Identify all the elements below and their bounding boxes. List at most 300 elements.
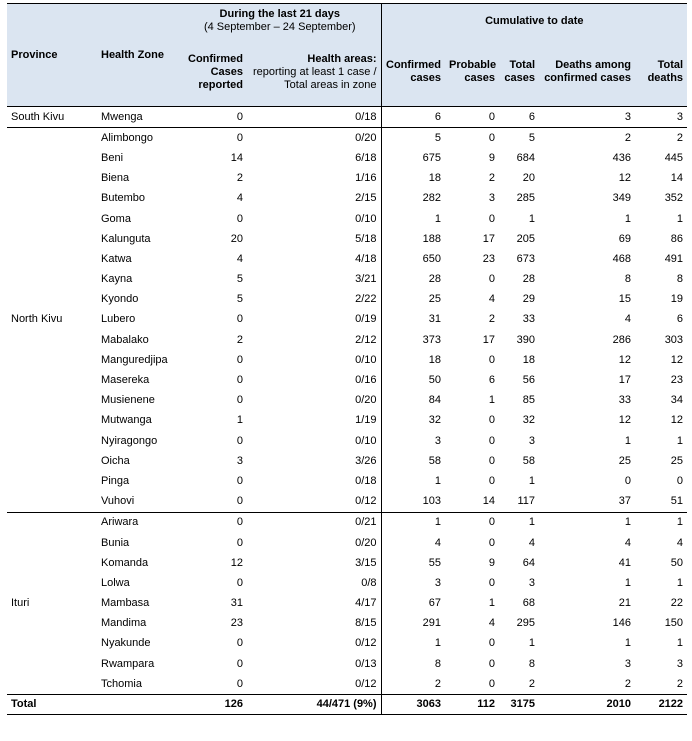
total-deaths-cell: 8 [676, 273, 684, 286]
health-zone-cell: Goma [101, 212, 131, 225]
confirmed-reported-cell: 0 [236, 637, 243, 650]
total-cases-cell: 8 [528, 657, 536, 670]
table-row [7, 209, 687, 229]
table-row [7, 533, 687, 553]
deaths-confirmed-cell: 1 [539, 512, 635, 533]
province-cell [7, 614, 97, 634]
total-cases-cell: 5 [499, 128, 539, 149]
confirmed-reported-cell: 5 [236, 293, 243, 306]
total-deaths-cell: 303 [664, 333, 684, 346]
health-areas-cell: 1/16 [355, 172, 377, 185]
health-zone-cell: Komanda [101, 556, 149, 569]
col-total-cases-header: Total cases [499, 38, 539, 107]
health-zone-cell: Pinga [101, 474, 130, 487]
case-table-container [7, 3, 687, 715]
probable-cases-cell: 0 [488, 474, 496, 487]
health-areas-cell: 0/8 [361, 576, 377, 589]
confirmed-reported-cell: 0 [179, 128, 247, 149]
confirmed-cases-cell: 4 [381, 533, 445, 553]
deaths-confirmed-cell: 2 [624, 677, 632, 690]
total-confirmed-reported-cell: 126 [179, 695, 247, 715]
health-areas-cell: 8/15 [355, 617, 377, 630]
confirmed-cases-cell: 103 [381, 492, 445, 513]
total-confirmed-cases-cell: 3063 [381, 695, 445, 715]
health-areas-cell: 0/10 [355, 353, 377, 366]
confirmed-cases-cell: 373 [381, 330, 445, 350]
health-zone-cell: Nyiragongo [101, 434, 158, 447]
probable-cases-cell: 0 [488, 677, 496, 690]
confirmed-reported-cell: 3 [236, 454, 243, 467]
total-deaths-cell: 14 [670, 172, 684, 185]
confirmed-cases-cell: 5 [381, 128, 445, 149]
total-deaths-cell: 25 [670, 454, 684, 467]
col-province-header: Province [7, 4, 97, 107]
health-areas-cell: 0/12 [355, 637, 377, 650]
health-zone-cell: Beni [101, 151, 124, 164]
deaths-confirmed-cell: 25 [618, 454, 632, 467]
province-cell [7, 492, 97, 513]
probable-cases-cell: 0 [488, 637, 496, 650]
total-cases-cell: 673 [516, 252, 536, 265]
province-cell: North Kivu [11, 313, 63, 326]
total-deaths-cell: 0 [676, 474, 684, 487]
total-cases-cell: 58 [522, 454, 536, 467]
col-health-areas-header [247, 38, 381, 107]
province-cell [7, 533, 97, 553]
province-cell [7, 290, 97, 310]
confirmed-reported-cell: 14 [230, 151, 243, 164]
confirmed-reported-cell: 0 [236, 353, 243, 366]
total-cases-cell: 390 [516, 333, 536, 346]
province-cell [7, 391, 97, 411]
health-zone-cell: Musienene [101, 394, 155, 407]
probable-cases-cell: 0 [488, 454, 496, 467]
last21-title: During the last 21 days [219, 8, 340, 20]
total-total-deaths-cell: 2122 [635, 695, 687, 715]
deaths-confirmed-cell: 3 [624, 110, 632, 123]
confirmed-reported-cell: 5 [236, 273, 243, 286]
total-label-cell: Total [7, 695, 179, 715]
total-deaths-cell: 3 [676, 657, 684, 670]
deaths-confirmed-cell: 1 [624, 576, 632, 589]
health-zone-cell: Rwampara [101, 657, 155, 670]
health-areas-cell: 3/26 [355, 454, 377, 467]
confirmed-cases-cell: 282 [381, 189, 445, 209]
table-row [7, 594, 687, 614]
total-cases-cell: 1 [499, 512, 539, 533]
table-row [7, 391, 687, 411]
confirmed-cases-cell: 67 [381, 594, 445, 614]
confirmed-reported-cell: 0 [236, 474, 243, 487]
health-zone-cell: Katwa [101, 252, 132, 265]
deaths-confirmed-cell: 468 [612, 252, 632, 265]
confirmed-cases-cell: 28 [381, 270, 445, 290]
health-zone-cell: Kyondo [101, 293, 139, 306]
total-cases-cell: 117 [517, 495, 536, 508]
health-areas-cell: 4/18 [355, 252, 377, 265]
confirmed-cases-cell: 1 [381, 209, 445, 229]
table-row [7, 431, 687, 451]
col-deaths-confirmed-header: Deaths among confirmed cases [539, 38, 635, 107]
confirmed-reported-cell: 2 [236, 333, 243, 346]
province-cell: Ituri [11, 597, 30, 610]
health-areas-cell: 4/17 [355, 597, 377, 610]
total-deaths-cell: 1 [676, 637, 684, 650]
probable-cases-cell: 4 [488, 617, 496, 630]
health-zone-cell: Biena [101, 172, 130, 185]
probable-cases-cell: 1 [488, 597, 496, 610]
deaths-confirmed-cell: 21 [618, 597, 632, 610]
confirmed-reported-cell: 0 [236, 212, 243, 225]
health-zone-cell: Mutwanga [101, 414, 152, 427]
table-row [7, 270, 687, 290]
total-deaths-cell: 491 [664, 252, 684, 265]
probable-cases-cell: 6 [488, 374, 496, 387]
probable-cases-cell: 17 [482, 333, 496, 346]
province-cell [7, 270, 97, 290]
confirmed-cases-cell: 291 [381, 614, 445, 634]
confirmed-cases-cell: 32 [381, 411, 445, 431]
health-zone-cell: Masereka [101, 374, 150, 387]
confirmed-cases-cell: 25 [381, 290, 445, 310]
deaths-confirmed-cell: 4 [624, 313, 632, 326]
probable-cases-cell: 0 [445, 512, 499, 533]
total-deaths-cell: 150 [664, 617, 684, 630]
total-deaths-cell: 2 [635, 128, 687, 149]
health-areas-cell: 0/20 [355, 394, 377, 407]
health-zone-cell: Ariwara [97, 512, 179, 533]
confirmed-cases-cell: 1 [381, 634, 445, 654]
total-cases-cell: 1 [528, 637, 536, 650]
total-cases-cell: 3 [528, 576, 536, 589]
deaths-confirmed-cell: 12 [618, 353, 632, 366]
confirmed-cases-cell: 675 [381, 148, 445, 168]
probable-cases-cell: 0 [488, 212, 496, 225]
health-zone-cell: Vuhovi [101, 495, 135, 508]
province-cell [7, 148, 97, 168]
col-confirmed-reported-header: Confirmed Cases reported [179, 38, 247, 107]
total-cases-cell: 64 [522, 556, 536, 569]
total-deaths-cell: 23 [670, 374, 684, 387]
health-areas-cell: 5/18 [355, 232, 377, 245]
total-cases-cell: 205 [516, 232, 536, 245]
table-row [7, 553, 687, 573]
confirmed-cases-cell: 1 [381, 471, 445, 491]
deaths-confirmed-cell: 1 [624, 212, 632, 225]
table-row [7, 107, 687, 128]
total-row [7, 695, 687, 715]
probable-cases-cell: 17 [482, 232, 496, 245]
total-total-cases-cell: 3175 [499, 695, 539, 715]
confirmed-cases-cell: 58 [381, 451, 445, 471]
province-cell [7, 654, 97, 674]
total-deaths-cell: 4 [676, 536, 684, 549]
total-deaths-confirmed-cell: 2010 [539, 695, 635, 715]
table-row [7, 189, 687, 209]
health-areas-cell: 0/19 [355, 313, 377, 326]
province-cell [7, 209, 97, 229]
total-probable-cases-cell: 112 [445, 695, 499, 715]
total-cases-cell: 1 [528, 474, 536, 487]
col-probable-cases-header: Probable cases [445, 38, 499, 107]
table-body [7, 107, 687, 715]
confirmed-reported-cell: 0 [236, 677, 243, 690]
table-row [7, 229, 687, 249]
confirmed-reported-cell: 20 [230, 232, 243, 245]
probable-cases-cell: 4 [488, 293, 496, 306]
deaths-confirmed-cell: 1 [624, 434, 632, 447]
deaths-confirmed-cell: 8 [624, 273, 632, 286]
province-cell [7, 330, 97, 350]
total-health-areas-cell: 44/471 (9%) [247, 695, 381, 715]
province-cell [7, 573, 97, 593]
confirmed-reported-cell: 2 [236, 172, 243, 185]
health-areas-cell: 3/15 [355, 556, 377, 569]
confirmed-cases-cell: 2 [381, 674, 445, 695]
table-row [7, 290, 687, 310]
header-row-groups [7, 4, 687, 39]
province-cell: South Kivu [11, 110, 65, 123]
table-row [7, 310, 687, 330]
health-zone-cell: Mwenga [101, 110, 143, 123]
health-zone-cell: Lolwa [101, 576, 130, 589]
deaths-confirmed-cell: 4 [624, 536, 632, 549]
total-cases-cell: 68 [522, 597, 536, 610]
col-total-deaths-header: Total deaths [635, 38, 687, 107]
table-row [7, 634, 687, 654]
total-deaths-cell: 12 [670, 414, 684, 427]
health-areas-cell: 0/18 [355, 474, 377, 487]
table-row [7, 674, 687, 695]
table-row [7, 471, 687, 491]
deaths-confirmed-cell: 1 [624, 637, 632, 650]
deaths-confirmed-cell: 2 [539, 128, 635, 149]
province-cell [7, 128, 97, 149]
ebola-case-table [7, 3, 687, 715]
total-cases-cell: 295 [516, 617, 536, 630]
last21-group-header [179, 4, 381, 39]
confirmed-reported-cell: 0 [236, 374, 243, 387]
confirmed-reported-cell: 0 [236, 394, 243, 407]
total-cases-cell: 85 [522, 394, 536, 407]
probable-cases-cell: 0 [488, 110, 496, 123]
total-deaths-cell: 34 [670, 394, 684, 407]
province-cell [7, 451, 97, 471]
confirmed-cases-cell: 31 [381, 310, 445, 330]
last21-dates: (4 September – 24 September) [203, 21, 356, 33]
health-areas-cell: 2/12 [355, 333, 377, 346]
deaths-confirmed-cell: 0 [624, 474, 632, 487]
confirmed-reported-cell: 31 [230, 597, 243, 610]
health-areas-cell: 0/12 [355, 677, 377, 690]
table-row [7, 451, 687, 471]
health-zone-cell: Mambasa [101, 597, 150, 610]
confirmed-reported-cell: 0 [179, 512, 247, 533]
probable-cases-cell: 14 [482, 495, 496, 508]
deaths-confirmed-cell: 41 [618, 556, 632, 569]
deaths-confirmed-cell: 146 [612, 617, 632, 630]
confirmed-reported-cell: 4 [236, 192, 243, 205]
total-cases-cell: 285 [516, 192, 536, 205]
table-row [7, 411, 687, 431]
probable-cases-cell: 1 [488, 394, 496, 407]
probable-cases-cell: 0 [488, 414, 496, 427]
total-cases-cell: 18 [522, 353, 536, 366]
table-row [7, 512, 687, 533]
confirmed-reported-cell: 1 [236, 414, 243, 427]
health-zone-cell: Mandima [101, 617, 147, 630]
confirmed-reported-cell: 0 [236, 576, 243, 589]
total-cases-cell: 1 [528, 212, 536, 225]
confirmed-reported-cell: 4 [236, 252, 243, 265]
province-cell [7, 471, 97, 491]
probable-cases-cell: 0 [488, 657, 496, 670]
total-cases-cell: 2 [528, 677, 536, 690]
province-cell [7, 553, 97, 573]
table-row [7, 350, 687, 370]
total-cases-cell: 56 [522, 374, 536, 387]
deaths-confirmed-cell: 15 [618, 293, 632, 306]
confirmed-reported-cell: 12 [230, 556, 243, 569]
total-cases-cell: 29 [522, 293, 536, 306]
health-areas-cell: 2/15 [355, 192, 377, 205]
province-cell [7, 431, 97, 451]
col-health-zone-header: Health Zone [97, 4, 179, 107]
health-areas-cell: 0/10 [355, 434, 377, 447]
health-zone-cell: Kalunguta [101, 232, 151, 245]
table-row [7, 148, 687, 168]
health-areas-cell: 6/18 [355, 151, 377, 164]
confirmed-reported-cell: 0 [236, 495, 243, 508]
confirmed-reported-cell: 0 [236, 313, 243, 326]
health-areas-cell: 1/19 [355, 414, 377, 427]
health-areas-cell: 0/12 [355, 495, 377, 508]
deaths-confirmed-cell: 37 [618, 495, 632, 508]
health-areas-sub: reporting at least 1 case / Total areas in zone [253, 65, 377, 91]
total-deaths-cell: 22 [670, 597, 684, 610]
health-zone-cell: Tchomia [101, 677, 142, 690]
table-row [7, 128, 687, 149]
confirmed-reported-cell: 23 [230, 617, 243, 630]
deaths-confirmed-cell: 12 [618, 172, 632, 185]
table-row [7, 573, 687, 593]
province-cell [7, 249, 97, 269]
total-cases-cell: 28 [522, 273, 536, 286]
confirmed-reported-cell: 0 [236, 434, 243, 447]
health-zone-cell: Nyakunde [101, 637, 151, 650]
deaths-confirmed-cell: 286 [612, 333, 632, 346]
deaths-confirmed-cell: 17 [618, 374, 632, 387]
probable-cases-cell: 0 [488, 273, 496, 286]
confirmed-reported-cell: 0 [236, 657, 243, 670]
confirmed-cases-cell: 84 [381, 391, 445, 411]
total-deaths-cell: 50 [670, 556, 684, 569]
health-areas-cell: 0/20 [247, 128, 381, 149]
total-deaths-cell: 445 [664, 151, 684, 164]
total-deaths-cell: 1 [676, 434, 684, 447]
confirmed-cases-cell: 55 [381, 553, 445, 573]
table-row [7, 169, 687, 189]
health-zone-cell: Lubero [101, 313, 136, 326]
province-cell [7, 512, 97, 533]
total-deaths-cell: 1 [635, 512, 687, 533]
health-areas-title: Health areas: [307, 52, 377, 65]
probable-cases-cell: 9 [488, 151, 496, 164]
province-cell [7, 370, 97, 390]
health-zone-cell: Bunia [101, 536, 130, 549]
deaths-confirmed-cell: 12 [618, 414, 632, 427]
province-cell [7, 229, 97, 249]
confirmed-cases-cell: 1 [381, 512, 445, 533]
confirmed-cases-cell: 3 [381, 573, 445, 593]
table-row [7, 330, 687, 350]
probable-cases-cell: 0 [488, 536, 496, 549]
confirmed-reported-cell: 0 [236, 110, 243, 123]
total-deaths-cell: 6 [676, 313, 684, 326]
health-areas-cell: 3/21 [355, 273, 377, 286]
total-deaths-cell: 19 [670, 293, 684, 306]
total-deaths-cell: 3 [676, 110, 684, 123]
health-zone-cell: Mabalako [101, 333, 149, 346]
province-cell [7, 411, 97, 431]
total-deaths-cell: 352 [664, 192, 684, 205]
total-deaths-cell: 12 [670, 353, 684, 366]
health-zone-cell: Kayna [101, 273, 133, 286]
confirmed-cases-cell: 8 [381, 654, 445, 674]
province-cell [7, 350, 97, 370]
total-deaths-cell: 86 [670, 232, 684, 245]
probable-cases-cell: 0 [488, 576, 496, 589]
probable-cases-cell: 23 [482, 252, 496, 265]
probable-cases-cell: 9 [488, 556, 496, 569]
total-cases-cell: 32 [522, 414, 536, 427]
probable-cases-cell: 0 [445, 128, 499, 149]
deaths-confirmed-cell: 349 [612, 192, 632, 205]
confirmed-cases-cell: 18 [381, 169, 445, 189]
confirmed-reported-cell: 0 [236, 536, 243, 549]
province-cell [7, 634, 97, 654]
deaths-confirmed-cell: 69 [618, 232, 632, 245]
confirmed-cases-cell: 3 [381, 431, 445, 451]
health-areas-cell: 0/21 [247, 512, 381, 533]
health-areas-cell: 2/22 [355, 293, 377, 306]
cumulative-group-header: Cumulative to date [381, 4, 687, 39]
probable-cases-cell: 0 [488, 434, 496, 447]
total-deaths-cell: 2 [676, 677, 684, 690]
health-areas-cell: 0/10 [355, 212, 377, 225]
total-deaths-cell: 51 [670, 495, 684, 508]
health-areas-cell: 0/20 [355, 536, 377, 549]
health-areas-cell: 0/13 [355, 657, 377, 670]
table-row [7, 370, 687, 390]
total-cases-cell: 684 [516, 151, 536, 164]
col-confirmed-cases-header: Confirmed cases [381, 38, 445, 107]
confirmed-cases-cell: 50 [381, 370, 445, 390]
confirmed-cases-cell: 18 [381, 350, 445, 370]
health-zone-cell: Alimbongo [97, 128, 179, 149]
deaths-confirmed-cell: 33 [618, 394, 632, 407]
probable-cases-cell: 3 [488, 192, 496, 205]
total-cases-cell: 33 [522, 313, 536, 326]
probable-cases-cell: 2 [488, 172, 496, 185]
total-deaths-cell: 1 [676, 212, 684, 225]
health-zone-cell: Oicha [101, 454, 130, 467]
province-cell [7, 189, 97, 209]
total-deaths-cell: 1 [676, 576, 684, 589]
table-row [7, 654, 687, 674]
probable-cases-cell: 2 [488, 313, 496, 326]
health-zone-cell: Manguredjipa [101, 353, 168, 366]
